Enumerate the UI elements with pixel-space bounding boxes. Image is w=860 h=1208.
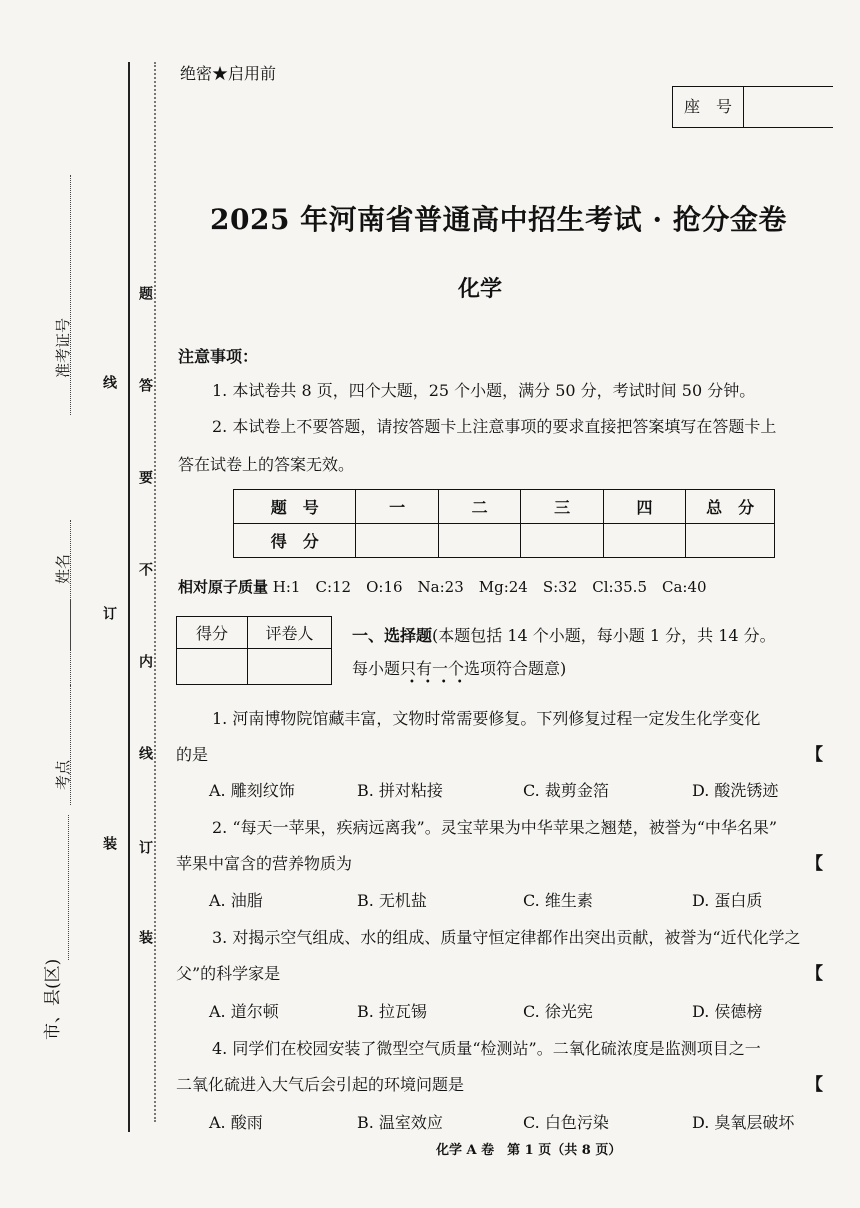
score-cell[interactable] <box>521 524 603 558</box>
section-1-desc-2: 每小题只有一个选项符合题意) <box>352 659 567 678</box>
warning-char: 订 <box>137 840 153 854</box>
admission-number-label: 准考证号 <box>54 317 72 378</box>
question-3-stem: 3. 对揭示空气组成、水的组成、质量守恒定律都作出突出贡献，被誉为“近代化学之 <box>212 928 801 947</box>
warning-char: 内 <box>137 654 153 668</box>
question-4-stem: 4. 同学们在校园安装了微型空气质量“检测站”。二氧化硫浓度是监测项目之一 <box>212 1039 761 1058</box>
atomic-mass-label: 相对原子质量 <box>178 578 269 596</box>
city-county-label: 市、县(区) <box>43 958 63 1040</box>
score-table-header: 二 <box>438 490 520 524</box>
question-1-stem: 1. 河南博物院馆藏丰富，文物时常需要修复。下列修复过程一定发生化学变化 <box>212 709 761 728</box>
question-2-option-a: A. 油脂 <box>209 891 263 910</box>
atomic-mass-values: H:1 C:12 O:16 Na:23 Mg:24 S:32 Cl:35.5 Ca:40 <box>272 578 707 596</box>
question-1-option-a: A. 雕刻纹饰 <box>209 781 295 800</box>
answer-bracket-3: 【 <box>806 964 823 984</box>
page-footer: 化学 A 卷 第 1 页（共 8 页） <box>436 1143 622 1158</box>
question-2-stem-cont: 苹果中富含的营养物质为 <box>176 854 353 873</box>
dotted-line <box>154 62 156 1122</box>
section-1-desc: (本题包括 14 个小题，每小题 1 分，共 14 分。 <box>432 626 776 645</box>
question-4-option-b: B. 温室效应 <box>357 1113 443 1132</box>
binding-mark-line-1: 线 <box>101 375 117 389</box>
score-row-label: 得 分 <box>234 524 356 558</box>
binding-mark-ding: 订 <box>101 606 117 620</box>
score-cell[interactable] <box>356 524 438 558</box>
notes-item-2: 2. 本试卷上不要答题，请按答题卡上注意事项的要求直接把答案填写在答题卡上 <box>212 417 777 436</box>
seat-number-label: 座 号 <box>673 87 744 127</box>
warning-char: 要 <box>137 470 153 484</box>
question-4-option-d: D. 臭氧层破坏 <box>692 1113 795 1132</box>
binding-line <box>128 62 130 1132</box>
warning-char: 线 <box>137 746 153 760</box>
exam-site-field[interactable] <box>70 685 71 805</box>
question-2-option-d: D. 蛋白质 <box>692 891 763 910</box>
question-2-option-b: B. 无机盐 <box>357 891 427 910</box>
section-1-title: 一、选择题 <box>352 626 433 645</box>
score-cell[interactable] <box>603 524 685 558</box>
question-3-option-c: C. 徐光宪 <box>523 1002 593 1021</box>
question-1-stem-cont: 的是 <box>176 745 209 764</box>
secret-label: 绝密★启用前 <box>180 64 277 83</box>
question-4-option-a: A. 酸雨 <box>209 1113 263 1132</box>
subject-title: 化学 <box>458 276 503 302</box>
question-1-option-c: C. 裁剪金箔 <box>523 781 609 800</box>
question-3-option-d: D. 侯德榜 <box>692 1002 763 1021</box>
atomic-mass-line <box>178 576 707 597</box>
score-table-header: 一 <box>356 490 438 524</box>
warning-char: 不 <box>137 562 153 576</box>
notes-heading: 注意事项： <box>178 347 259 366</box>
warning-char: 题 <box>137 286 153 300</box>
question-4-option-c: C. 白色污染 <box>523 1113 609 1132</box>
score-table <box>233 489 775 558</box>
question-1-option-d: D. 酸洗锈迹 <box>692 781 779 800</box>
score-table-header: 总 分 <box>686 490 775 524</box>
notes-item-2-cont: 答在试卷上的答案无效。 <box>178 455 355 474</box>
score-table-header: 四 <box>603 490 685 524</box>
grader-score-cell[interactable] <box>177 649 248 685</box>
question-4-stem-cont: 二氧化硫进入大气后会引起的环境问题是 <box>176 1075 465 1094</box>
question-3-option-b: B. 拉瓦锡 <box>357 1002 427 1021</box>
grader-box <box>176 616 332 685</box>
answer-bracket-4: 【 <box>806 1075 823 1095</box>
question-2-stem: 2. “每天一苹果，疾病远离我”。灵宝苹果为中华苹果之翘楚，被誉为“中华名果” <box>212 818 778 837</box>
notes-item-1: 1. 本试卷共 8 页，四个大题，25 个小题，满分 50 分，考试时间 50 分钟。 <box>212 381 756 400</box>
name-field-ext[interactable] <box>70 600 71 695</box>
city-county-field[interactable] <box>68 815 69 960</box>
score-table-header: 三 <box>521 490 603 524</box>
emphasis-dots: •••• <box>409 677 473 688</box>
binding-mark-zhuang: 装 <box>101 836 117 850</box>
warning-char: 装 <box>137 930 153 944</box>
admission-number-field[interactable] <box>70 175 71 415</box>
score-cell[interactable] <box>438 524 520 558</box>
name-label: 姓名 <box>54 553 72 584</box>
score-table-header: 题 号 <box>234 490 356 524</box>
seat-number-box[interactable] <box>672 86 833 128</box>
grader-name-cell[interactable] <box>248 649 332 685</box>
question-3-stem-cont: 父”的科学家是 <box>176 964 281 983</box>
question-2-option-c: C. 维生素 <box>523 891 593 910</box>
grader-score-label: 得分 <box>177 617 248 649</box>
answer-bracket-2: 【 <box>806 854 823 874</box>
question-1-option-b: B. 拼对粘接 <box>357 781 443 800</box>
question-3-option-a: A. 道尔顿 <box>209 1002 279 1021</box>
exam-title: 2025 年河南省普通高中招生考试 · 抢分金卷 <box>210 203 787 236</box>
warning-char: 答 <box>137 378 153 392</box>
score-cell[interactable] <box>686 524 775 558</box>
section-1-header <box>352 623 776 646</box>
answer-bracket-1: 【 <box>806 745 823 765</box>
grader-name-label: 评卷人 <box>248 617 332 649</box>
exam-site-label: 考点 <box>54 759 72 790</box>
